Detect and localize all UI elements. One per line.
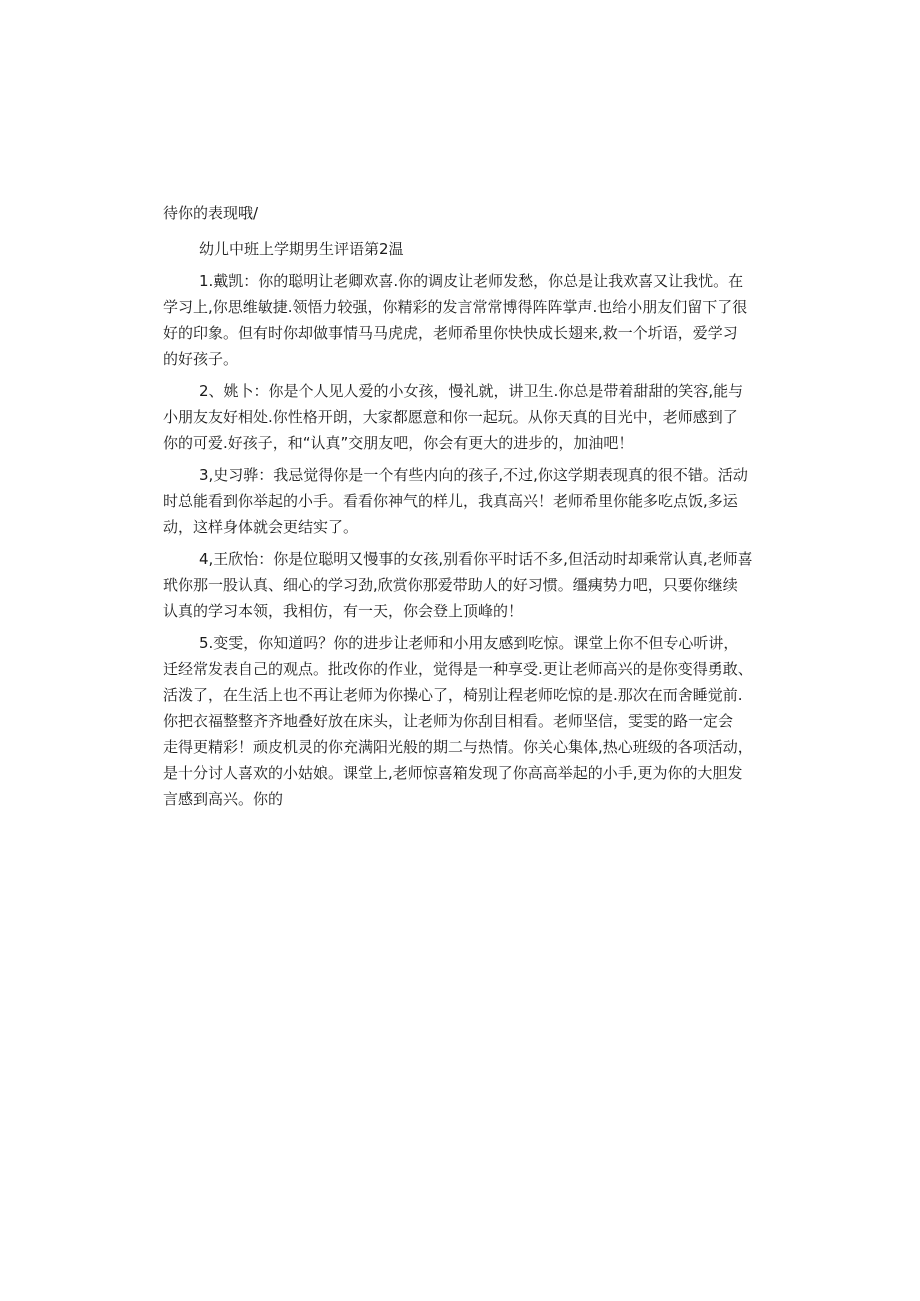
paragraph-line: 时总能看到你举起的小手。看看你神气的样儿，我真高兴！老师希里你能多吃点饭,多运 xyxy=(163,492,738,510)
paragraph-line: 动，这样身体就会更结实了。 xyxy=(163,518,359,536)
paragraph-3 xyxy=(163,462,763,540)
paragraph-line: 2、姚卜：你是个人见人爱的小女孩，慢礼就，讲卫生.你总是带着甜甜的笑容,能与 xyxy=(199,382,744,400)
document-body xyxy=(163,200,763,812)
section-title: 幼儿中班上学期男生评语第2温 xyxy=(199,240,404,258)
paragraph-line: 3,史习骅：我忌觉得你是一个有些内向的孩子,不过,你这学期表现真的很不错。活动 xyxy=(199,466,748,484)
paragraph-line: 学习上,你思维敏捷.领悟力较强，你精彩的发言常常博得阵阵掌声.也给小朋友们留下了很 xyxy=(163,298,748,316)
paragraph-line: 5.变雯，你知道吗？你的进步让老师和小用友感到吃惊。课堂上你不但专心听讲， xyxy=(199,634,739,652)
paragraph-1 xyxy=(163,268,763,372)
paragraph-line: 小朋友友好相处.你性格开朗，大家都愿意和你一起玩。从你天真的目光中，老师感到了 xyxy=(163,408,738,426)
lead-line: 待你的表现哦/ xyxy=(163,204,259,222)
paragraph-line: 你的可爱.好孩子，和“认真”交朋友吧，你会有更大的进步的，加油吧！ xyxy=(163,434,634,452)
paragraph-line: 是十分讨人喜欢的小姑娘。课堂上,老师惊喜箱发现了你高高举起的小手,更为你的大胆发 xyxy=(163,764,743,782)
paragraph-4 xyxy=(163,546,763,624)
paragraph-line: 好的印象。但有时你却做事情马马虎虎，老师希里你快快成长翅来,救一个圻语，爱学习 xyxy=(163,324,738,342)
paragraph-line: 你把衣福整整齐齐地叠好放在床头，让老师为你刮目相看。老师坚信，雯雯的路一定会 xyxy=(163,712,734,730)
paragraph-line: 玳你那一股认真、细心的学习劲,欣赏你那爱带助人的好习惯。缰痍势力吧，只要你继续 xyxy=(163,576,738,594)
paragraph-5 xyxy=(163,630,763,812)
paragraph-line: 活泼了，在生活上也不再让老师为你操心了，椅别让程老师吃惊的是.那次在而舍睡觉前. xyxy=(163,686,743,704)
paragraph-line: 认真的学习本领，我相仿，有一天，你会登上顶峰的！ xyxy=(163,602,524,620)
paragraph-line: 言感到高兴。你的 xyxy=(163,790,284,808)
paragraph-line: 迁经常发表自己的观点。批改你的作业，觉得是一种享受.更让老师高兴的是你变得勇敢、 xyxy=(163,660,753,678)
paragraph-line: 的好孩子。 xyxy=(163,350,239,368)
paragraph-line: 走得更精彩！顽皮机灵的你充满阳光般的期二与热情。你关心集体,热心班级的各项活动， xyxy=(163,738,753,756)
paragraph-line: 4,王欣怡：你是位聪明又慢事的女孩,别看你平时话不多,但活动时却乘常认真,老师喜 xyxy=(199,550,753,568)
paragraph-2 xyxy=(163,378,763,456)
paragraph-line: 1.戴凯：你的聪明让老卿欢喜.你的调皮让老师发愁，你总是让我欢喜又让我忧。在 xyxy=(199,272,744,290)
